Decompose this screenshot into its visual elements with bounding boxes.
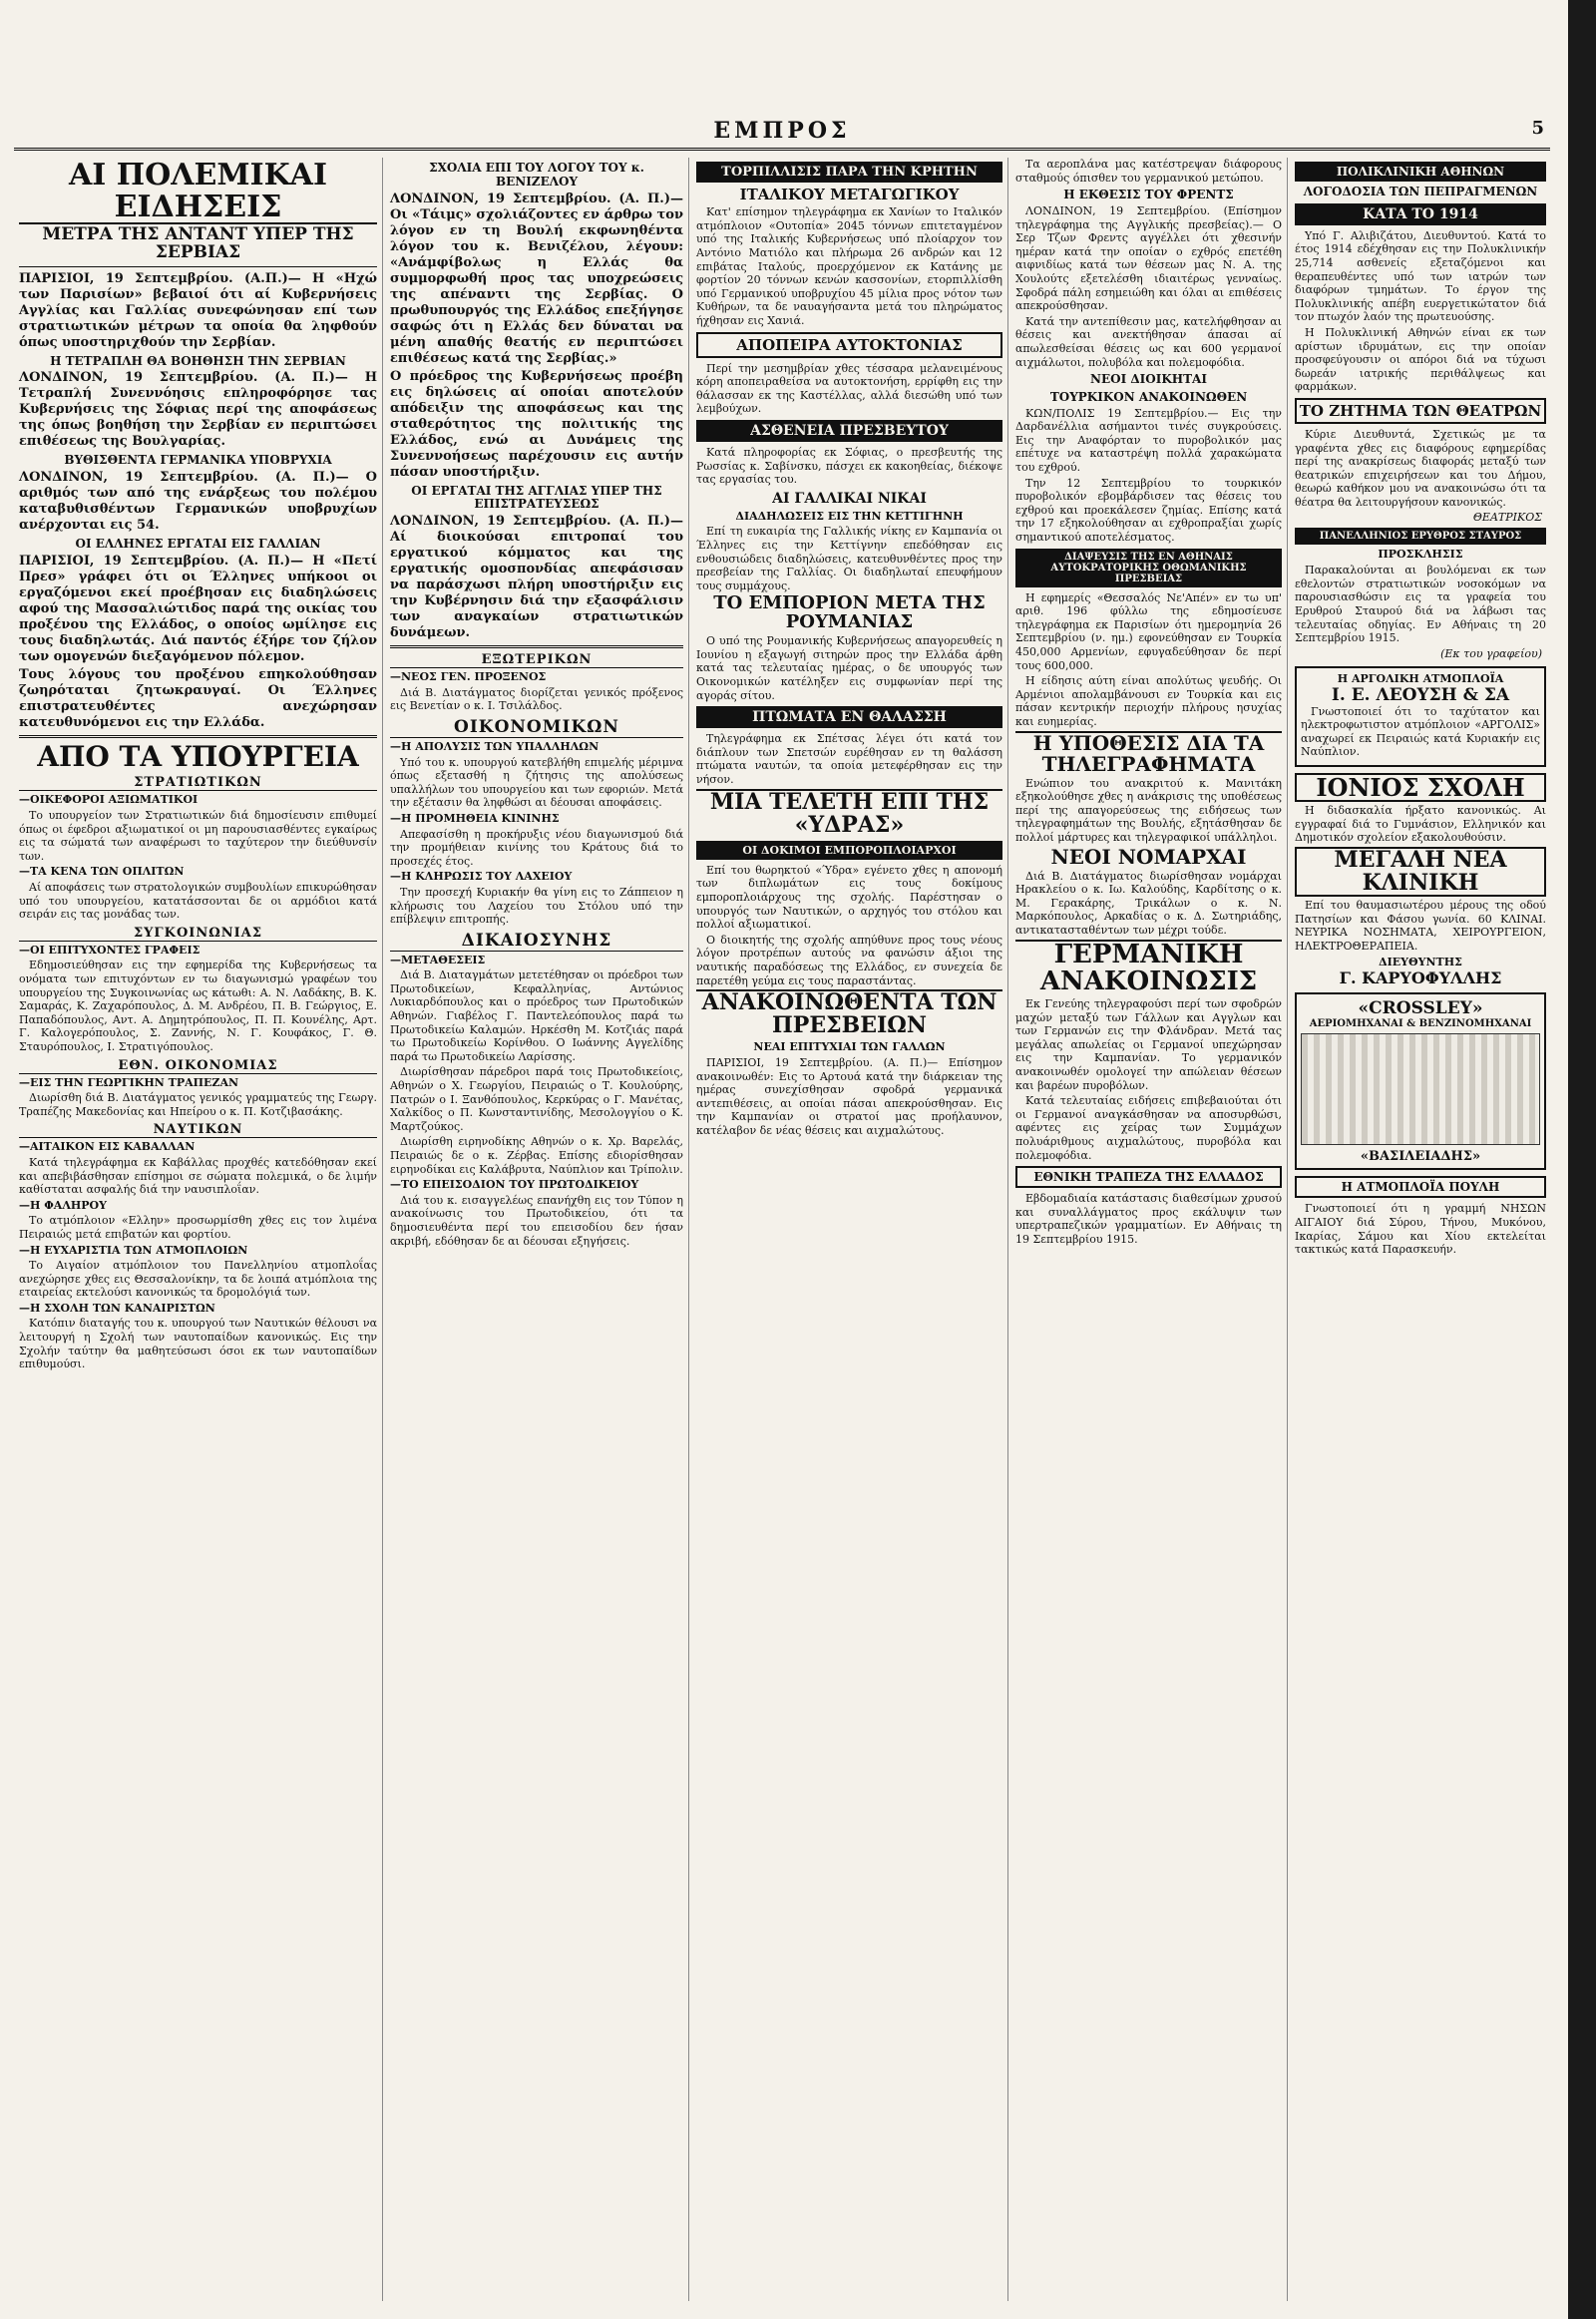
headline: ΝΕΟΙ ΔΙΟΙΚΗΤΑΙ: [1090, 372, 1207, 387]
article: ΠΑΡΙΣΙΟΙ, 19 Σεπτεμβρίου. (Α. Π.)— Η «Πετί Πρεσ» γράφει ότι οι Έλληνες υπήκοοι οι εργαζόμενοι εκεί προέβησαν εις διαδηλώσεις αφού της Μασσαλιώτιδος παρά της οικίας του προξένου της Ελλάδος, ο οποίος ωμίλησε εις τους διαδηλωτάς. Διά παντός έξήρε τον ζήλον των ομογενών διεξαγόμενον πόλεμον.: [19, 554, 377, 665]
article: Ο διοικητής της σχολής απηύθυνε προς τους νέους λόγον προτρέπων αυτούς να φανώσιν άξιοι της ναυτικής παραδόσεως της Ελλάδος, εν συνεχεία δε παρετέθη γεύμα εις τους παραστάντας.: [696, 933, 1002, 987]
article: Υπό Γ. Αλιβιζάτου, Διευθυντού. Κατά το έτος 1914 εδέχθησαν εις την Πολυκλινικήν 25,714 ασθενείς εξεταζόμενοι και θεραπευθέντες υπό των ιατρών των διαφόρων τμημάτων. Το έργον της Πολυκλινικής απέβη ευεργετικώτατον διά τον πτωχόν λαόν της πρωτευούσης.: [1295, 228, 1546, 324]
subheadline: ΠΡΟΣΚΛΗΣΙΣ: [1378, 548, 1463, 562]
page-number: 5: [1531, 118, 1544, 139]
column-3: [691, 158, 1008, 2301]
article: Επί του θωρηκτού «Ύδρα» εγένετο χθες η απονομή των διπλωμάτων εις τους δοκίμους εμποροπλοιάρχους της σχολής. Παρέστησαν ο υπουργός των Ναυτικών, ο αρχηγός του στόλου και πολλοί αξιωματικοί.: [696, 863, 1002, 932]
headline: ΑΙ ΓΑΛΛΙΚΑΙ ΝΙΚΑΙ: [772, 490, 927, 507]
signature: ΘΕΑΤΡΙΚΟΣ: [1472, 511, 1542, 525]
item-text: Εδημοσιεύθησαν εις την εφημερίδα της Κυβερνήσεως τα ονόματα των επιτυχόντων εν τω διαγωνισμώ γραφέων του υπουργείου της Συγκοινωνίας ως κάτωθι: Α. Ν. Λαδάκης, Β. Κ. Σαμαράς, Κ. Ζαχαρόπουλος, Δ. Μ. Ανδρέου, Π. Β. Γεώργιος, Ε. Παπαδόπουλος, Αντ. Α. Δημητρόπουλος, Π. Π. Κουνέλης, Αρτ. Γ. Καλογερόπουλος, Σ. Ζαννής, Ν. Γ. Κουφάκος, Γ. Θ. Σταυρόπουλος, Ι. Στρατιγόπουλος.: [19, 959, 377, 1053]
article: Κατά τελευταίας ειδήσεις επιβεβαιούται ότι οι Γερμανοί αναγκάσθησαν να αποσυρθώσι, αφέντες εις χείρας των Συμμάχων πολυάριθμους αιχμαλώτους, πυροβόλα και πολεμοφόδια.: [1015, 1094, 1282, 1162]
article: Η εφημερίς «Θεσσαλός Νε'Απέν» εν τω υπ' αριθ. 196 φύλλω της εδημοσίευσε τηλεγράφημα εκ Παρισίων ότι ημερομηνία 26 Σεπτεμβρίου (ν. ημ.) εφονεύθησαν εν Τουρκία 450,000 Αρμενίων, εφυγαδεύθησαν δε περί τους 600,000.: [1015, 590, 1282, 672]
headline: ΒΥΘΙΣΘΕΝΤΑ ΓΕΡΜΑΝΙΚΑ ΥΠΟΒΡΥΧΙΑ: [64, 453, 332, 468]
item-text: Το ατμόπλοιον «Ελλην» προσωρμίσθη χθες εις τον λιμένα Πειραιώς μετά επιβατών και φορτίου.: [19, 1214, 377, 1241]
item-text: Το υπουργείον των Στρατιωτικών διά δημοσίευσιν επιθυμεί όπως οι έφεδροι αξιωματικοί οι μη παρουσιασθέντες εγκαίρως εις τα σώματά των αναφέρωσι το ταχύτερον την διεύθυνσίν των.: [19, 809, 377, 863]
engine-illustration: [1301, 1033, 1540, 1145]
column-2: [385, 158, 689, 2301]
headline: ΠΤΩΜΑΤΑ ΕΝ ΘΑΛΑΣΣΗ: [696, 706, 1002, 728]
ministries-banner: ΑΠΟ ΤΑ ΥΠΟΥΡΓΕΙΑ: [37, 740, 359, 774]
article: ΚΩΝ/ΠΟΛΙΣ 19 Σεπτεμβρίου.— Εις την Δαρδανέλλια ασήμαντοι τινές συγκρούσεις. Εις την Αναφόρταν το πυροβολικόν μας επέτυχε να καταστρέψη πολλά χαρακώματα του εχθρού.: [1015, 406, 1282, 475]
article: ΛΟΝΔΙΝΟΝ, 19 Σεπτεμβρίου. (Α. Π.)— Ο αριθμός των από της ενάρξεως του πολέμου καταβυθισθέντων Γερμανικών υποβρυχίων ανέρχονται εις 54.: [19, 470, 377, 534]
headline: ΤΟ ΖΗΤΗΜΑ ΤΩΝ ΘΕΑΤΡΩΝ: [1295, 398, 1546, 424]
article: Τα αεροπλάνα μας κατέστρεψαν διάφορους σταθμούς όπισθεν του γερμανικού μετώπου.: [1015, 158, 1282, 185]
headline: ΙΤΑΛΙΚΟΥ ΜΕΤΑΓΩΓΙΚΟΥ: [739, 186, 960, 203]
headline: ΜΙΑ ΤΕΛΕΤΗ ΕΠΙ ΤΗΣ «ΥΔΡΑΣ»: [696, 789, 1002, 837]
subheadline: ΔΙΑΔΗΛΩΣΕΙΣ ΕΙΣ ΤΗΝ ΚΕΤΤΙΓΗΝΗ: [735, 509, 964, 523]
article: Η Πολυκλινική Αθηνών είναι εκ των αρίστων ιδρυμάτων, εις την οποίαν προσφεύγουσιν οι απόροι διά να τύχωσι δωρεάν ιατρικής περιθάλψεως και φαρμάκων.: [1295, 325, 1546, 394]
headline: ΠΑΝΕΛΛΗΝΙΟΣ ΕΡΥΘΡΟΣ ΣΤΑΥΡΟΣ: [1295, 528, 1546, 545]
item-title: —ΝΕΟΣ ΓΕΝ. ΠΡΟΞΕΝΟΣ: [390, 670, 547, 684]
item-text: Διωρίσθη ειρηνοδίκης Αθηνών ο κ. Χρ. Βαρελάς, Πειραιώς δε ο κ. Ζέρβας. Επίσης εδιορίσθησαν ειρηνοδίκαι εις Καλάβρυτα, Ναύπλιον και Τρίπολιν.: [390, 1135, 683, 1176]
masthead: [14, 118, 1550, 151]
article: ΛΟΝΔΙΝΟΝ, 19 Σεπτεμβρίου. (Α. Π.)— Η Τετραπλή Συνεννόησις επληροφόρησε τας Κυβερνήσεις της Σόφιας περί της αποφάσεως της όπως βοηθήση την Σερβίαν εν περιπτώσει επιθέσεως της Βουλγαρίας.: [19, 370, 377, 450]
headline: Η ΥΠΟΘΕΣΙΣ ΔΙΑ ΤΑ ΤΗΛΕΓΡΑΦΗΜΑΤΑ: [1015, 731, 1282, 775]
item-text: Διωρίσθησαν πάρεδροι παρά τοις Πρωτοδικείοις, Αθηνών ο Χ. Γεωργίου, Πειραιώς ο Τ. Κουλούρης, Πατρών ο Ι. Ξανθόπουλος, Κερκύρας ο Γ. Μανέτας, Χαλκίδος ο Π. Κωνσταντινίδης, Μεσολογγίου ο Κ. Μαρτζούκος.: [390, 1065, 683, 1133]
subheadline: ΝΕΑΙ ΕΠΙΤΥΧΙΑΙ ΤΩΝ ΓΑΛΛΩΝ: [753, 1040, 946, 1054]
item-title: —ΟΙΚΕΦΟΡΟΙ ΑΞΙΩΜΑΤΙΚΟΙ: [19, 793, 199, 807]
item-text: Υπό του κ. υπουργού κατεβλήθη επιμελής μέριμνα όπως εξετασθή η ζήτησις της απολύσεως υπαλλήλων του υπουργείου και των εφοριών. Μετά την εξέτασιν θα ληφθώσι αι δέουσαι αποφάσεις.: [390, 755, 683, 810]
item-title: —ΕΙΣ ΤΗΝ ΓΕΩΡΓΙΚΗΝ ΤΡΑΠΕΖΑΝ: [19, 1075, 239, 1089]
article: Τους λόγους του προξένου επηκολούθησαν ζωηρόταται ζητωκραυγαί. Οι Έλληνες επιστρατευθέντες ανεχώρησαν κατευθυνόμενοι εις την Ελλάδα.: [19, 667, 377, 731]
item-title: —Η ΦΑΛΗΡΟΥ: [19, 1198, 107, 1212]
article: Η διδασκαλία ήρξατο κανονικώς. Αι εγγραφαί διά το Γυμνάσιον, Ελληνικόν και Δημοτικόν σχολείον εξακολουθούσιν.: [1295, 804, 1546, 845]
headline: Η ΑΤΜΟΠΛΟΪΑ ΠΟΥΛΗ: [1295, 1176, 1546, 1198]
headline: ΕΘΝΙΚΗ ΤΡΑΠΕΖΑ ΤΗΣ ΕΛΛΑΔΟΣ: [1015, 1166, 1282, 1188]
article: Κατά την αντεπίθεσιν μας, κατελήφθησαν αι θέσεις και ανεκτήθησαν άπασαι αί απωλεσθείσαι θέσεις ως και 600 γερμανοί αιχμάλωτοι, πολυβόλα και πολεμοφόδια.: [1015, 314, 1282, 369]
headline: Η ΕΚΘΕΣΙΣ ΤΟΥ ΦΡΕΝΤΣ: [1063, 188, 1234, 202]
headline: ΤΟ ΕΜΠΟΡΙΟΝ ΜΕΤΑ ΤΗΣ ΡΟΥΜΑΝΙΑΣ: [713, 592, 986, 633]
item-title: —ΤΟ ΕΠΕΙΣΟΔΙΟΝ ΤΟΥ ΠΡΩΤΟΔΙΚΕΙΟΥ: [390, 1178, 639, 1192]
ad-text: Γνωστοποιεί ότι το ταχύτατον και ηλεκτροφωτιστον ατμόπλοιον «ΑΡΓΟΛΙΣ» αναχωρεί εκ Πειραιώς κατά Κυριακήν εις Ναύπλιον.: [1301, 704, 1540, 759]
headline: ΜΕΓΑΛΗ ΝΕΑ ΚΛΙΝΙΚΗ: [1295, 847, 1546, 897]
article: Επί τη ευκαιρία της Γαλλικής νίκης εν Καμπανία οι Έλληνες εις την Κεττίγνην επεδόθησαν εις ενθουσιώδεις διαδηλώσεις, κατευθυνθέντες προς την πρεσβείαν της Γαλλίας. Οι διαδηλωταί επευφήμουν τους συμμάχους.: [696, 525, 1002, 592]
article: Περί την μεσημβρίαν χθες τέσσαρα μελανειμένους κόρη αποπειραθείσα να αυτοκτονήση, ερρίφθη εις την θάλασσαν εκ της Καστέλλας, αλλά διεσώθη υπό των λεμβούχων.: [696, 361, 1002, 416]
headline: ΤΟΥΡΚΙΚΟΝ ΑΝΑΚΟΙΝΩΘΕΝ: [1049, 389, 1248, 404]
ad-title: Η ΑΡΓΟΛΙΚΗ ΑΤΜΟΠΛΟΪΑ: [1337, 671, 1504, 685]
article: Γνωστοποιεί ότι η γραμμή ΝΗΣΩΝ ΑΙΓΑΙΟΥ διά Σύρου, Τήνου, Μυκόνου, Ικαρίας, Σάμου και Χίου εκτελείται τακτικώς κατά Παρασκευήν.: [1295, 1202, 1546, 1257]
section-heading: ΕΘΝ. ΟΙΚΟΝΟΜΙΑΣ: [19, 1058, 377, 1074]
item-title: —ΤΑ ΚΕΝΑ ΤΩΝ ΟΠΛΙΤΩΝ: [19, 865, 185, 879]
item-title: —Η ΑΠΟΛΥΣΙΣ ΤΩΝ ΥΠΑΛΛΗΛΩΝ: [390, 739, 599, 753]
column-5: [1290, 158, 1551, 2301]
subheadline: ΛΟΓΟΔΟΣΙΑ ΤΩΝ ΠΕΠΡΑΓΜΕΝΩΝ: [1303, 185, 1538, 198]
label: ΔΙΕΥΘΥΝΤΗΣ: [1379, 955, 1462, 968]
item-title: —Η ΚΛΗΡΩΣΙΣ ΤΟΥ ΛΑΧΕΙΟΥ: [390, 870, 573, 884]
advertisement: [1295, 992, 1546, 1170]
name: Γ. ΚΑΡΥΟΦΥΛΛΗΣ: [1339, 967, 1502, 987]
item-title: —Η ΣΧΟΛΗ ΤΩΝ ΚΑΝΑΙΡΙΣΤΩΝ: [19, 1301, 215, 1315]
section-heading: ΟΙΚΟΝΟΜΙΚΩΝ: [390, 717, 683, 738]
advertisement: [1295, 666, 1546, 767]
signature: (Εκ του γραφείου): [1440, 646, 1542, 660]
item-text: Την προσεχή Κυριακήν θα γίνη εις το Ζάππειον η κλήρωσις του Λαχείου του Στόλου υπό την επίβλεψιν επιτροπής.: [390, 885, 683, 927]
headline: ΔΙΑΨΕΥΣΙΣ ΤΗΣ ΕΝ ΑΘΗΝΑΙΣ ΑΥΤΟΚΡΑΤΟΡΙΚΗΣ ΟΘΩΜΑΝΙΚΗΣ ΠΡΕΣΒΕΙΑΣ: [1015, 549, 1282, 587]
article: Ενώπιον του ανακριτού κ. Μανιτάκη εξηκολούθησε χθες η ανάκρισις της υποθέσεως περί της απαγορεύσεως της ειδήσεως των τηλεγραφημάτων της Βουλής, εξητάσθησαν δε πολλοί μάρτυρες και τηλεγραφικοί υπάλληλοι.: [1015, 776, 1282, 844]
item-text: Διά Β. Διατάγματος διορίζεται γενικός πρόξενος εις Βενετίαν ο κ. Ι. Τσιλάλδος.: [390, 685, 683, 713]
headline: ΣΧΟΛΙΑ ΕΠΙ ΤΟΥ ΛΟΓΟΥ ΤΟΥ κ. ΒΕΝΙΖΕΛΟΥ: [429, 161, 644, 189]
headline: ΓΕΡΜΑΝΙΚΗ ΑΝΑΚΟΙΝΩΣΙΣ: [1015, 940, 1282, 996]
section-heading: ΣΥΓΚΟΙΝΩΝΙΑΣ: [19, 926, 377, 942]
article: ΠΑΡΙΣΙΟΙ, 19 Σεπτεμβρίου. (Α. Π.)— Επίσημον ανακοινωθέν: Εις το Αρτουά κατά την διάρκειαν της ημέρας συνεχίσθησαν σφοδρά γερμανικά αντεπιθέσεις, αι οποίαι πάσαι απεκρούσθησαν. Εις την Καμπανίαν οι στρατοί μας προήλαυνον, κατέλαβον δε νέας θέσεις και αιχμαλώτους.: [696, 1055, 1002, 1137]
subheadline: ΟΙ ΔΟΚΙΜΟΙ ΕΜΠΟΡΟΠΛΟΙΑΡΧΟΙ: [696, 841, 1002, 860]
ad-name: «ΒΑΣΙΛΕΙΑΔΗΣ»: [1360, 1149, 1481, 1165]
column-1: [14, 158, 383, 2301]
item-title: —ΟΙ ΕΠΙΤΥΧΟΝΤΕΣ ΓΡΑΦΕΙΣ: [19, 943, 200, 957]
ad-title: «CROSSLEY»: [1358, 998, 1483, 1019]
item-text: Διωρίσθη διά Β. Διατάγματος γενικός γραμματεύς της Γεωργ. Τραπέζης Μακεδονίας και Ηπείρου ο κ. Π. Κοτζιβασάκης.: [19, 1091, 377, 1118]
item-text: Διά Β. Διαταγμάτων μετετέθησαν οι πρόεδροι των Πρωτοδικείων, Κεφαλληνίας, Αντώνιος Λυκιαρδόπουλος και ο πρόεδρος των Πρωτοδικών Αθηνών. Γιαβέλος Γ. Παντελεόπουλος παρά τω Πρωτοδικείω Καλαμών. Ηρκέσθη Μ. Κοτζιάς παρά τω Πρωτοδικείω Κορίνθου. Ο Ιωάννης Αγγελίδης παρά τω Πρωτοδικείω Λαρίσσης.: [390, 968, 683, 1063]
item-text: Αί αποφάσεις των στρατολογικών συμβουλίων επικυρώθησαν υπό του υπουργείου, κατατάσσονται δε οι αρμόδιοι κατά σειράν εις τας μονάδας των.: [19, 881, 377, 922]
article: Εκ Γενεύης τηλεγραφούσι περί των σφοδρών μαχών μεταξύ των Γάλλων και Αγγλων και των Γερμανών εις την Φλάνδραν. Μετά τας μεγάλας απωλείας οι Γερμανοί υπεχώρησαν εις την Καμπανίαν. Το γερμανικόν ανακοινωθέν ομολογεί την απώλειαν θέσεων και βαρέων πυροβόλων.: [1015, 997, 1282, 1092]
section-heading: ΔΙΚΑΙΟΣΥΝΗΣ: [390, 931, 683, 952]
article: ΛΟΝΔΙΝΟΝ, 19 Σεπτεμβρίου. (Α. Π.)— Οι «Τάιμς» σχολιάζοντες εν άρθρω τον λόγον εν τη Βουλή εκφωνηθέντα λόγον του κ. Βενιζέλου, λέγουν: «Ανάμφίβολως η Ελλάς θα συμμορφωθή προς τας υποχρεώσεις της απέναντι της Σερβίας. Ο πρωθυπουργός της Ελλάδος επεξήγησε σαφώς ότι η Ελλάς δεν δύναται να μένη απαθής θεατής εν περιπτώσει επιθέσεως κατά της Σερβίας.»: [390, 191, 683, 366]
newspaper-title: ΕΜΠΡΟΣ: [713, 118, 851, 144]
subbanner: ΜΕΤΡΑ ΤΗΣ ΑΝΤΑΝΤ ΥΠΕΡ ΤΗΣ ΣΕΡΒΙΑΣ: [42, 224, 354, 262]
scan-edge: [1568, 0, 1596, 2319]
article: Κύριε Διευθυντά, Σχετικώς με τα γραφέντα χθες εις διαφόρους εφημερίδας περί της ανακρίσεως διαφοράς μεταξύ των θεατρικών επιχειρήσεων και του Δήμου, θεωρώ καθήκον μου να ανακοινώσω ότι τα θέατρα θα λειτουργήσουν κανονικώς.: [1295, 427, 1546, 509]
item-title: —ΑΙΤΑΙΚΟΝ ΕΙΣ ΚΑΒΑΛΛΑΝ: [19, 1140, 196, 1154]
headline: ΟΙ ΕΛΛΗΝΕΣ ΕΡΓΑΤΑΙ ΕΙΣ ΓΑΛΛΙΑΝ: [75, 537, 321, 552]
article: ΠΑΡΙΣΙΟΙ, 19 Σεπτεμβρίου. (Α.Π.)— Η «Ηχώ των Παρισίων» βεβαιοί ότι αί Κυβερνήσεις Αγγλίας και Γαλλίας συνεφώνησαν επί των στρατιωτικών μέτρων τα οποία θα ληφθούν όπως υποστηριχθούν την Σερβίαν.: [19, 270, 377, 350]
article: Ο πρόεδρος της Κυβερνήσεως προέβη εις δηλώσεις αί οποίαι αποτελούν απόδειξιν της αποφάσεως και της σταθερότητος της πολιτικής της Ελλάδος, ενώ αι Δυνάμεις της Συνεννοήσεως παρέχουσιν εις αυτήν πάσαν υποστήριξιν.: [390, 368, 683, 480]
headline: ΠΟΛΙΚΛΙΝΙΚΗ ΑΘΗΝΩΝ: [1295, 162, 1546, 182]
item-text: Απεφασίσθη η προκήρυξις νέου διαγωνισμού διά την προμήθειαν κινίνης του Κράτους διά το προσεχές έτος.: [390, 827, 683, 868]
section-heading: ΝΑΥΤΙΚΩΝ: [19, 1122, 377, 1138]
item-text: Το Αιγαίον ατμόπλοιον του Πανελληνίου ατμοπλοΐας ανεχώρησε χθες εις Θεσσαλονίκην, τα δε λοιπά ατμόπλοια της εταιρείας εκτελούσι κανονικώς τα δρομολόγιά των.: [19, 1259, 377, 1300]
item-text: Διά του κ. εισαγγελέως επανήχθη εις τον Τύπον η ανακοίνωσις του Πρωτοδικείου, ότι τα δημοσιευθέντα περί του επεισοδίου δεν ήσαν ακριβή, εδόθησαν δε αι δέουσαι εξηγήσεις.: [390, 1193, 683, 1248]
war-news-banner: ΑΙ ΠΟΛΕΜΙΚΑΙ ΕΙΔΗΣΕΙΣ: [19, 160, 377, 224]
headline: ΑΝΑΚΟΙΝΩΘΕΝΤΑ ΤΩΝ ΠΡΕΣΒΕΙΩΝ: [696, 989, 1002, 1037]
subheadline: ΚΑΤΑ ΤΟ 1914: [1295, 203, 1546, 225]
item-title: —Η ΠΡΟΜΗΘΕΙΑ ΚΙΝΙΝΗΣ: [390, 811, 560, 825]
article: Επί του θαυμασιωτέρου μέρους της οδού Πατησίων και Φάσου γωνία. 60 ΚΛΙΝΑΙ. ΝΕΥΡΙΚΑ ΝΟΣΗΜΑΤΑ, ΧΕΙΡΟΥΡΓΕΙΟΝ, ΗΛΕΚΤΡΟΘΕΡΑΠΕΙΑ.: [1295, 899, 1546, 953]
item-text: Κατόπιν διαταγής του κ. υπουργού των Ναυτικών θέλουσι να λειτουργή η Σχολή των ναυτοπαίδων κανονικώς. Εις την Σχολήν ταύτην θα μαθητεύσωσι όσοι εκ των ναυτοπαίδων επιθυμούσι.: [19, 1317, 377, 1371]
headline: ΟΙ ΕΡΓΑΤΑΙ ΤΗΣ ΑΓΓΛΙΑΣ ΥΠΕΡ ΤΗΣ ΕΠΙΣΤΡΑΤΕΥΣΕΩΣ: [411, 483, 662, 512]
headline: Η ΤΕΤΡΑΠΛΗ ΘΑ ΒΟΗΘΗΣΗ ΤΗΝ ΣΕΡΒΙΑΝ: [50, 353, 346, 368]
section-heading: ΕΞΩΤΕΡΙΚΩΝ: [390, 652, 683, 668]
item-title: —Η ΕΥΧΑΡΙΣΤΙΑ ΤΩΝ ΑΤΜΟΠΛΟΙΩΝ: [19, 1243, 248, 1257]
article: Διά Β. Διατάγματος διωρίσθησαν νομάρχαι Ηρακλείου ο κ. Ιω. Καλούδης, Καρδίτσης ο κ. Μ. Γερακάρης, Τρικάλων ο κ. Ν. Μαρκόπουλος, Αρκαδίας ο κ. Δ. Σωτηριάδης, αντικατασταθέντων των μέχρι τούδε.: [1015, 869, 1282, 937]
article: Εβδομαδιαία κατάστασις διαθεσίμων χρυσού και συναλλάγματος προς εκάλυψιν των υπερτραπεζικών γραμματίων. Εν Αθήναις τη 19 Σεπτεμβρίου 1915.: [1015, 1192, 1282, 1247]
headline: ΝΕΟΙ ΝΟΜΑΡΧΑΙ: [1050, 844, 1247, 869]
headline: ΑΣΘΕΝΕΙΑ ΠΡΕΣΒΕΥΤΟΥ: [696, 420, 1002, 442]
item-text: Κατά τηλεγράφημα εκ Καβάλλας προχθές κατεδόθησαν εκεί και απεβιβάσθησαν επίσημοι σε σώματα πολεμικά, ο δε λιμήν καθίσταται ασφαλής διά την ναυσιπλοΐαν.: [19, 1155, 377, 1197]
ad-subtitle: ΑΕΡΙΟΜΗΧΑΝΑΙ & ΒΕΝΖΙΝΟΜΗΧΑΝΑΙ: [1309, 1018, 1532, 1030]
article: ΛΟΝΔΙΝΟΝ, 19 Σεπτεμβρίου. (Α. Π.)— Αί διοικούσαι επιτροπαί του εργατικού κόμματος και της εργατικής ομοσπονδίας απεφάσισαν να παράσχωσι πλήρη υποστήριξιν εις την Κυβέρνησιν διά την εξασφάλισιν των αναγκαίων στρατιωτικών δυνάμεων.: [390, 514, 683, 641]
article: Τηλεγράφημα εκ Σπέτσας λέγει ότι κατά τον διάπλουν των Σπετσών ευρέθησαν εν τη θαλάσση πτώματα ναυτών, τα οποία μετεφέρθησαν εις την νήσον.: [696, 732, 1002, 786]
section-heading: ΣΤΡΑΤΙΩΤΙΚΩΝ: [19, 775, 377, 791]
article: Ο υπό της Ρουμανικής Κυβερνήσεως απαγορευθείς η Ιουνίου η εξαγωγή σιτηρών προς την Ελλάδα άρθη κατά τας τελευταίας ημέρας, ο δε υπουργός των Οικονομικών κατέληξεν εις συμφωνίαν περί της αγοράς σίτου.: [696, 634, 1002, 702]
ad-name: Ι. Ε. ΛΕΟΥΣΗ & ΣΑ: [1331, 684, 1510, 705]
article: Κατά πληροφορίας εκ Σόφιας, ο πρεσβευτής της Ρωσσίας κ. Σαβίνσκυ, πάσχει εκ κακοηθείας, διέκοψε τας εργασίας του.: [696, 445, 1002, 487]
article: Η είδησις αύτη είναι απολύτως ψευδής. Οι Αρμένιοι απολαμβάνουσι εν Τουρκία και εις πάσαν κεντρικήν περιοχήν πλήρους ησυχίας και ευημερίας.: [1015, 674, 1282, 728]
column-4: [1010, 158, 1288, 2301]
article: Την 12 Σεπτεμβρίου το τουρκικόν πυροβολικόν εβομβάρδισεν τας θέσεις του εχθρού και προεκάλεσεν ζημίας. Επίσης κατά την 17 εξηκολούθησαν αι εχθροπραξίαι χωρίς σημαντικού αποτελέσματος.: [1015, 476, 1282, 545]
boxed-headline: ΤΟΡΠΙΛΛΙΣΙΣ ΠΑΡΑ ΤΗΝ ΚΡΗΤΗΝ: [696, 162, 1002, 183]
article: Παρακαλούνται αι βουλόμεναι εκ των εθελοντών στρατιωτικών νοσοκόμων να παρουσιασθώσιν εις τα γραφεία του Ερυθρού Σταυρού διά να λάβωσι τας τελευταίας οδηγίας. Εν Αθήναις τη 20 Σεπτεμβρίου 1915.: [1295, 564, 1546, 645]
article: ΛΟΝΔΙΝΟΝ, 19 Σεπτεμβρίου. (Επίσημον τηλεγράφημα της Αγγλικής πρεσβείας).— Ο Σερ Τζων Φρεντς αγγέλλει ότι χθεσινήν ημέραν κατά την οποίαν ο εχθρός επετέθη αιφνιδίως κατά των θέσεων μας Ν. Α. της Χουλούτς εξετελέσθη ιδιαιτέρως γενναίως. Σφοδρά πάλη εσημειώθη και όλαι αι επιθέσεις απεκρούσθησαν.: [1015, 203, 1282, 313]
headline: ΑΠΟΠΕΙΡΑ ΑΥΤΟΚΤΟΝΙΑΣ: [696, 332, 1002, 358]
item-title: —ΜΕΤΑΘΕΣΕΙΣ: [390, 953, 486, 966]
article: Κατ' επίσημον τηλεγράφημα εκ Χανίων το Ιταλικόν ατμόπλοιον «Ουτοπία» 2045 τόννων επιτεταγμένον υπό της Ιταλικής Κυβερνήσεως υπό πλοίαρχον τον Αντόνιο Ματιόλο και πλήρωμα 26 ανδρών και 12 επιβάτας Ιταλούς, προερχόμενον εκ Κατάνης με φορτίον 20 τόννων κενών κασσονίων, ετορπιλλίσθη υπό Γερμανικού υποβρυχίου 45 μίλια προς νότον των Κυθήρων, τα δε ναυαγήσαντα μετά του πληρώματος ήχθησαν εις Χανιά.: [696, 205, 1002, 327]
headline: ΙΟΝΙΟΣ ΣΧΟΛΗ: [1295, 773, 1546, 802]
